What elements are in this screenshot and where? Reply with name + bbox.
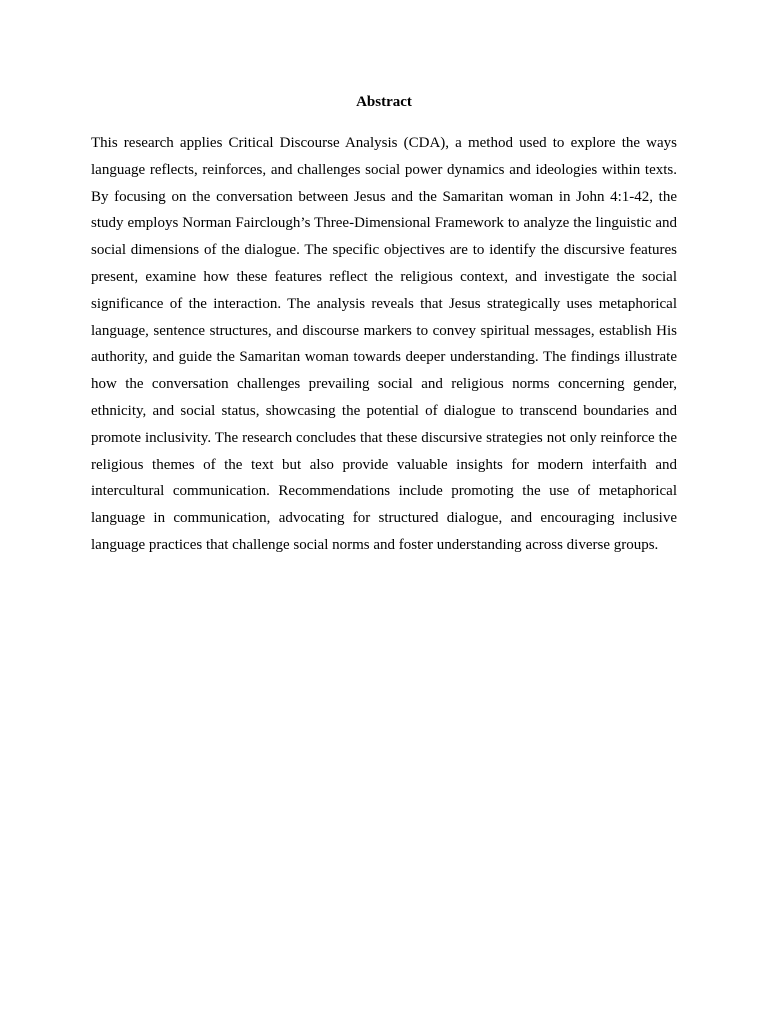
abstract-paragraph: This research applies Critical Discourse Analysis (CDA), a method used to explore the ways language reflects, reinforces, and challenges social power dynamics and ideologies within texts. By focusing on the conversation between Jesus and the Samaritan woman in John 4:1-42, the study employs Norman Fairclough’s Three-Dimensional Framework to analyze the linguistic and social dimensions of the dialogue. The specific objectives are to identify the discursive features present, examine how these features reflect the religious context, and investigate the social significance of the interaction. The analysis reveals that Jesus strategically uses metaphorical language, sentence structures, and discourse markers to convey spiritual messages, establish His authority, and guide the Samaritan woman towards deeper understanding. The findings illustrate how the conversation challenges prevailing social and religious norms concerning gender, ethnicity, and social status, showcasing the potential of dialogue to transcend boundaries and promote inclusivity. The research concludes that these discursive strategies not only reinforce the religious themes of the text but also provide valuable insights for modern interfaith and intercultural communication. Recommendations include promoting the use of metaphorical language in communication, advocating for structured dialogue, and encouraging inclusive language practices that challenge social norms and foster understanding across diverse groups.: [91, 135, 677, 553]
abstract-heading: Abstract: [356, 94, 412, 110]
